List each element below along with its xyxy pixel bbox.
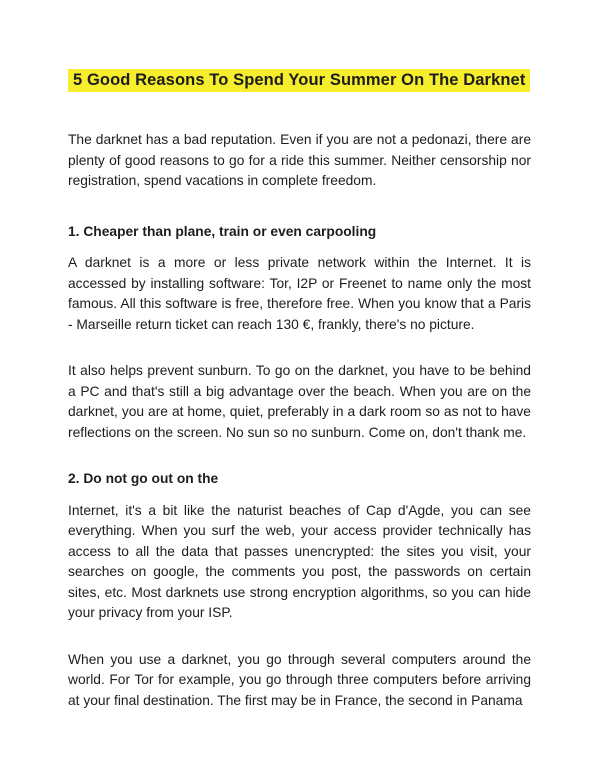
title-highlight: 5 Good Reasons To Spend Your Summer On The Darknet xyxy=(68,69,530,92)
section-2-heading: 2. Do not go out on the xyxy=(68,471,219,486)
section-2-paragraph-1: Internet, it's a bit like the naturist beaches of Cap d'Agde, you can see everything. When you surf the web, your access provider technically has access to all the data that passes unencrypted: the sites you visit, your searches on google, the comments you post, the passwords on certain sites, etc. Most darknets use strong encryption algorithms, so you can hide your privacy from your ISP. xyxy=(68,502,531,620)
intro-paragraph: The darknet has a bad reputation. Even if you are not a pedonazi, there are plenty of good reasons to go for a ride this summer. Neither censorship nor registration, spend vacations in complete freedom. xyxy=(68,132,531,188)
section-1-paragraph-1: A darknet is a more or less private network within the Internet. It is accessed by installing software: Tor, I2P or Freenet to name only the most famous. All this software is free, therefore free. When you know that a Paris - Marseille return ticket can reach 130 €, frankly, there's no picture. xyxy=(68,255,531,332)
section-2-paragraph-2: When you use a darknet, you go through several computers around the world. For Tor for example, you go through three computers before arriving at your final destination. The first may be in France, the second in Panama xyxy=(68,651,531,708)
section-1-paragraph-2: It also helps prevent sunburn. To go on the darknet, you have to be behind a PC and that's still a big advantage over the beach. When you are on the darknet, you are at home, quiet, preferably in a dark room so as not to have reflections on the screen. No sun so no sunburn. Come on, don't thank me. xyxy=(68,363,531,440)
section-1-heading: 1. Cheaper than plane, train or even carpooling xyxy=(68,223,377,239)
document-title xyxy=(68,68,531,93)
